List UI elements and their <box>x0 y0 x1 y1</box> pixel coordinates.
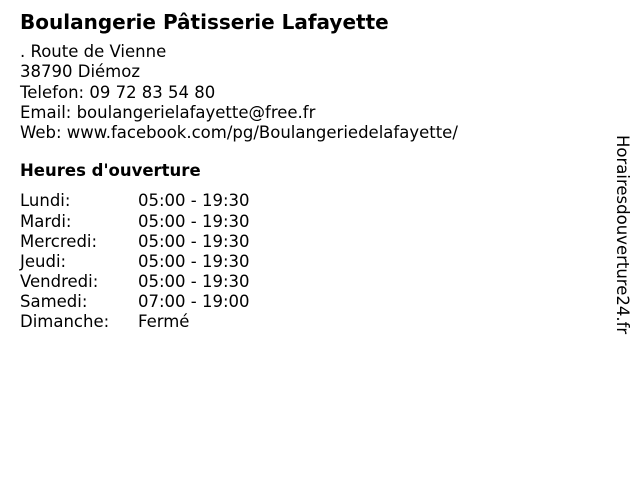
day-label: Samedi: <box>20 291 88 311</box>
website-url: Web: www.facebook.com/pg/Boulangeriedelafayette/ <box>20 123 458 143</box>
time-range: 05:00 - 19:30 <box>138 191 250 211</box>
opening-hours-table <box>20 191 600 332</box>
opening-hours-heading: Heures d'ouverture <box>20 161 201 181</box>
hours-row-tuesday <box>20 212 600 232</box>
phone-number: Telefon: 09 72 83 54 80 <box>20 82 216 102</box>
hours-row-wednesday <box>20 232 600 252</box>
business-card <box>20 10 600 332</box>
day-label: Mardi: <box>20 211 72 231</box>
time-range: 05:00 - 19:30 <box>138 271 250 291</box>
city-postcode: 38790 Diémoz <box>20 62 141 82</box>
hours-row-saturday <box>20 292 600 312</box>
day-label: Lundi: <box>20 191 71 211</box>
hours-row-friday <box>20 272 600 292</box>
time-range: 05:00 - 19:30 <box>138 231 250 251</box>
email-address: Email: boulangerielafayette@free.fr <box>20 102 316 122</box>
hours-row-sunday <box>20 312 600 332</box>
site-watermark: Horairesdouverture24.fr <box>613 135 632 335</box>
time-range: 05:00 - 19:30 <box>138 251 250 271</box>
day-label: Mercredi: <box>20 231 98 251</box>
day-label: Vendredi: <box>20 271 99 291</box>
time-range: 07:00 - 19:00 <box>138 291 250 311</box>
street-address: . Route de Vienne <box>20 42 167 61</box>
day-label: Jeudi: <box>20 251 67 271</box>
hours-row-thursday <box>20 252 600 272</box>
time-range: 05:00 - 19:30 <box>138 211 250 231</box>
business-name: Boulangerie Pâtisserie Lafayette <box>20 10 389 34</box>
day-label: Dimanche: <box>20 312 110 332</box>
hours-row-monday <box>20 191 600 211</box>
time-range: Fermé <box>138 312 190 332</box>
